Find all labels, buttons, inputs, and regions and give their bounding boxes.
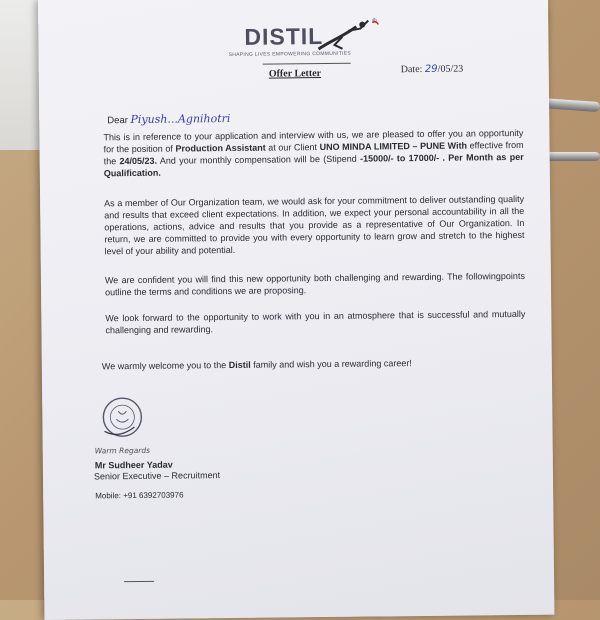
registered-mark: ® — [372, 18, 377, 25]
paragraph-offer-details — [103, 127, 523, 179]
signer-mobile: Mobile: +91 6392703976 — [95, 490, 184, 501]
date-label: Date: — [400, 63, 423, 76]
offer-letter-page — [38, 0, 554, 620]
signer-name: Mr Sudheer Yadav — [94, 459, 173, 471]
letter-date — [401, 64, 464, 76]
text-run: We warmly welcome you to the — [101, 360, 229, 372]
text-run: family and wish you a rewarding career! — [250, 358, 412, 370]
signer-role: Senior Executive – Recruitment — [93, 470, 221, 482]
date-suffix: /05/23 — [437, 63, 464, 75]
paragraph-confidence: We are confident you will find this new opportunity both challenging and rewarding. The followingpoints outline the terms and conditions we are proposing. — [104, 270, 525, 298]
logo-text: DISTIL — [244, 23, 324, 50]
salutation — [107, 112, 230, 126]
footer-line — [124, 581, 154, 582]
divider-line — [263, 63, 351, 65]
company-seal-stamp — [98, 395, 148, 444]
company-tagline: SHAPING LIVES EMPOWERING COMMUNITIES — [228, 50, 352, 59]
text-run: This is in reference to your application and interview with us, we are pleased to offer you an opportunity for the position of — [103, 127, 524, 155]
client-name: UNO MINDA LIMITED – PUNE With — [319, 140, 468, 153]
recipient-name-handwritten: Piyush...Agnihotri — [130, 111, 231, 127]
closing-regards: Warm Regards — [94, 445, 151, 456]
text-run: effective from the — [103, 139, 524, 167]
paragraph-welcome — [102, 356, 522, 372]
salutation-word: Dear — [107, 115, 128, 127]
position-title: Production Assistant — [175, 142, 266, 154]
letter-title: Offer Letter — [268, 68, 322, 80]
text-run: at our Client — [265, 142, 320, 153]
stipend-amount: -15000/- to 17000/- . Per Month as per Qualification. — [103, 151, 524, 179]
text-run: And your monthly compensation will be (Stipend — [156, 153, 361, 166]
effective-date: 24/05/23. — [119, 155, 158, 167]
date-handwritten-day: 29 — [424, 63, 438, 75]
paragraph-look-forward: We look forward to the opportunity to work with you in an atmosphere that is successful and mutually challenging and rewarding. — [105, 308, 526, 336]
key-object — [544, 152, 600, 161]
company-name: Distil — [228, 359, 251, 371]
paragraph-commitment: As a member of Our Organization team, we would ask for your commitment to deliver outstanding quality and results that exceed client expectations. In addition, we expect your personal accountability in all the operations, actions, advice and results that you provide as a representative of Our Organization. In return, we are committed to provide you with every opportunity to learn grow and stretch to the highest level of your ability and potential. — [104, 193, 525, 257]
